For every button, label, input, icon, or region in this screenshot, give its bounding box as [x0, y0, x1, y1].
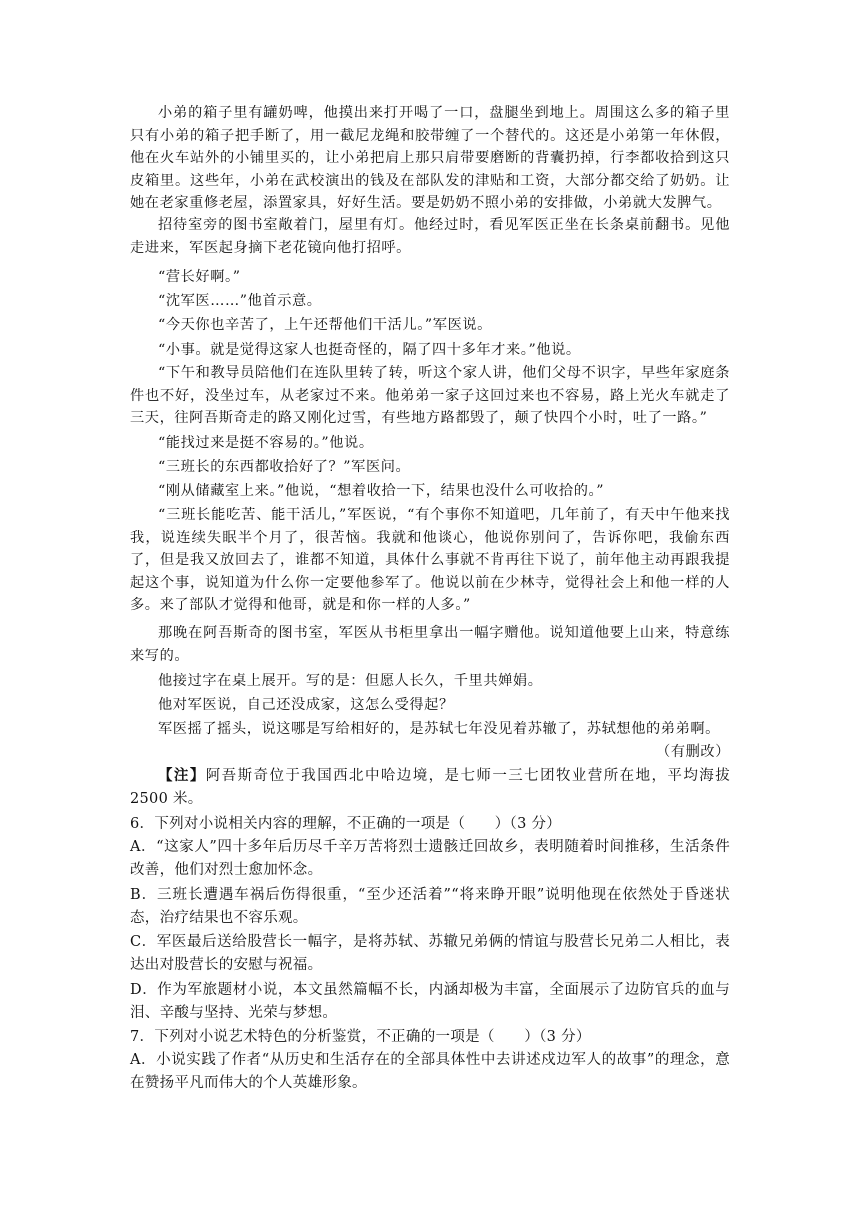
question-6-stem: 6．下列对小说相关内容的理解，不正确的一项是（ ）（3 分）	[130, 816, 562, 832]
dialogue-line: “今天你也辛苦了，上午还帮他们干活儿。”军医说。	[158, 317, 492, 333]
story-paragraph-14: 他对军医说，自己还没成家，这怎么受得起？	[158, 697, 454, 713]
dialogue-line: “能找过来是挺不容易的。”他说。	[158, 435, 374, 451]
dialogue-line: “营长好啊。”	[158, 269, 241, 285]
dialogue-line: “三班长的东西都收拾好了？”军医问。	[158, 459, 411, 475]
story-paragraph-13: 他接过字在桌上展开。写的是：但愿人长久，千里共婵娟。	[158, 673, 543, 689]
story-paragraph-1: 小弟的箱子里有罐奶啤，他摸出来打开喝了一口，盘腿坐到地上。周围这么多的箱子里只有小弟的箱子把手断了，用一截尼龙绳和胶带缠了一个替代的。这还是小弟第一年休假，他在火车站外的小铺里买的，让小弟把肩上那只肩带要磨断的背囊扔掉，行李都收拾到这只皮箱里。这些年，小弟在武校演出的钱及在部队发的津贴和工资，大部分都交给了奶奶。让她在老家重修老屋，添置家具，好好生活。要是奶奶不照小弟的安排做，小弟就大发脾气。	[130, 105, 730, 211]
dialogue-paragraph: “三班长能吃苦、能干活儿，”军医说，“有个事你不知道吧，几年前了，有天中午他来找我，说连续失眠半个月了，很苦恼。我就和他谈心，他说你别问了，告诉你吧，我偷东西了，但是我又放回去了，谁都不知道，具体什么事就不肯再往下说了，前年他主动再跟我提起这个事，说知道为什么你一定要他参军了。他说以前在少林寺，觉得社会上和他一样的人多。来了部队才觉得和他哥，就是和你一样的人多。”	[130, 507, 730, 613]
story-paragraph-2: 招待室旁的图书室敞着门，屋里有灯。他经过时，看见军医正坐在长条桌前翻书。见他走进来，军医起身摘下老花镜向他打招呼。	[130, 217, 730, 256]
footnote-text: 阿吾斯奇位于我国西北中哈边境，是七师一三七团牧业营所在地，平均海拔 2500 米。	[130, 768, 730, 807]
dialogue-paragraph: “下午和教导员陪他们在连队里转了转，听这个家人讲，他们父母不识字，早些年家庭条件也不好，没坐过车，从老家过不来。他弟弟一家子这回过来也不容易，路上光火车就走了三天，往阿吾斯奇走的路又刚化过雪，有些地方路都毁了，颠了快四个小时，吐了一路。”	[130, 365, 730, 426]
footnote-label: 【注】	[158, 767, 206, 784]
footnote	[130, 765, 730, 810]
question-6-option-d: D．作为军旅题材小说，本文虽然篇幅不长，内涵却极为丰富，全面展示了边防官兵的血与泪、辛酸与坚持、光荣与梦想。	[130, 982, 730, 1021]
dialogue-line: “小事。就是觉得这家人也挺奇怪的，隔了四十多年才来。”他说。	[158, 342, 581, 358]
question-7-option-a: A．小说实践了作者“从历史和生活存在的全部具体性中去讲述戍边军人的故事”的理念，意在赞扬平凡而伟大的个人英雄形象。	[130, 1052, 730, 1091]
question-6-option-c: C．军医最后送给股营长一幅字，是将苏轼、苏辙兄弟俩的情谊与股营长兄弟二人相比，表达出对股营长的安慰与祝福。	[130, 934, 730, 973]
story-paragraph-12: 那晚在阿吾斯奇的图书室，军医从书柜里拿出一幅字赠他。说知道他要上山来，特意练来写的。	[130, 625, 730, 664]
story-paragraph-15: 军医摇了摇头，说这哪是写给相好的，是苏轼七年没见着苏辙了，苏轼想他的弟弟啊。	[158, 721, 720, 737]
dialogue-line: “沈军医……”他首示意。	[158, 293, 322, 309]
source-note: （有删改）	[656, 744, 730, 760]
question-7-stem: 7．下列对小说艺术特色的分析鉴赏，不正确的一项是（ ）（3 分）	[130, 1029, 591, 1045]
dialogue-line: “刚从储藏室上来。”他说，“想着收拾一下，结果也没什么可收拾的。”	[158, 483, 605, 499]
question-6-option-a: A．“这家人”四十多年后历尽千辛万苦将烈士遗骸迁回故乡，表明随着时间推移，生活条件改善，他们对烈士愈加怀念。	[130, 839, 730, 878]
question-6-option-b: B．三班长遭遇车祸后伤得很重，“至少还活着”“将来睁开眼”说明他现在依然处于昏迷状态，治疗结果也不容乐观。	[130, 887, 730, 926]
